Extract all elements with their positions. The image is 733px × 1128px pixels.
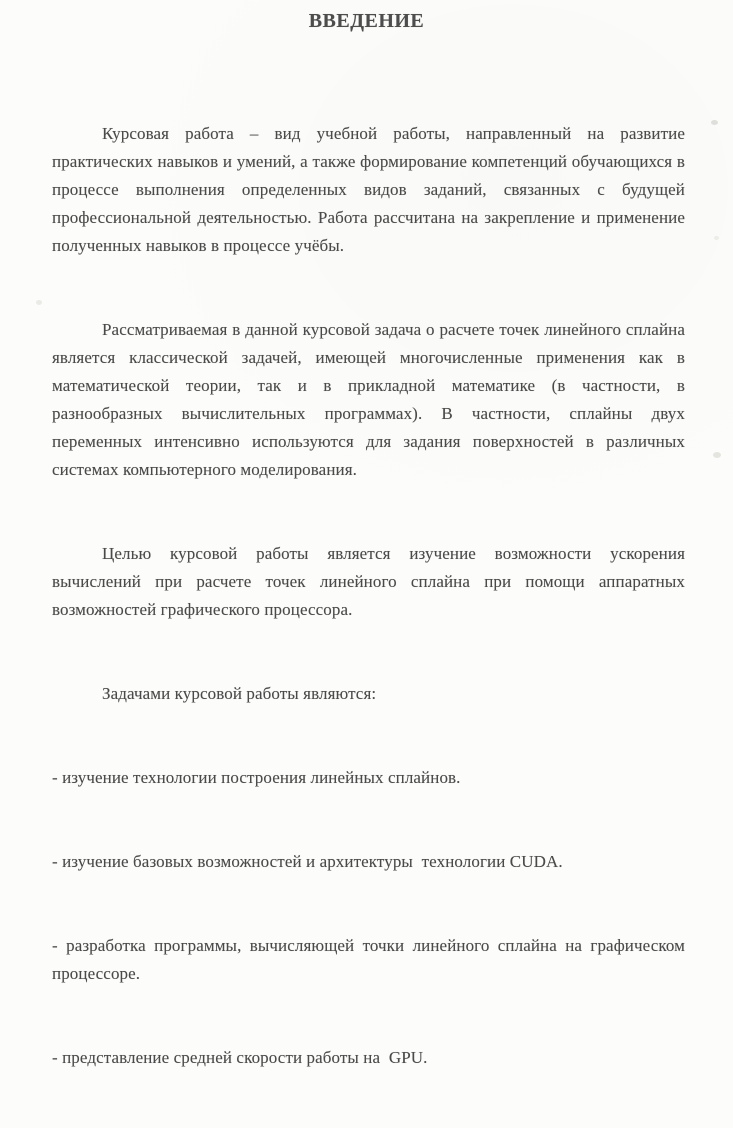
scan-speckle [713, 452, 721, 458]
paragraph-problem: Рассматриваемая в данной курсовой задача о расчете точек линейного сплайна является классической задачей, имеющей многочисленные применения как в математической теории, так и в прикладной математике (в частности, в разнообразных вычислительных программах). В частности, сплайны двух переменных интенсивно используются для задания поверхностей в различных системах компьютерного моделирования. [52, 320, 694, 479]
paragraph-intro: Курсовая работа – вид учебной работы, направленный на развитие практических навыков и умений, а также формирование компетенций обучающихся в процессе выполнения определенных видов заданий, связанных с будущей профессиональной деятельностью. Работа рассчитана на закрепление и применение полученных навыков в процессе учёбы. [52, 124, 690, 255]
task-item-4: - представление средней скорости работы на GPU. [52, 1048, 428, 1067]
page-title: ВВЕДЕНИЕ [308, 10, 425, 32]
paragraph-goal: Целью курсовой работы является изучение возможности ускорения вычислений при расчете точек линейного сплайна при помощи аппаратных возможностей графического процессора. [52, 544, 690, 619]
scan-speckle [711, 120, 718, 125]
scan-speckle [36, 300, 42, 305]
task-item-2: - изучение базовых возможностей и архитектуры технологии CUDA. [52, 852, 563, 871]
scan-speckle [714, 236, 719, 240]
document-body [52, 64, 694, 1128]
task-item-3: - разработка программы, вычисляющей точки линейного сплайна на графическом процессоре. [52, 936, 690, 983]
task-item-1: - изучение технологии построения линейных сплайнов. [52, 768, 461, 787]
paragraph-tasks-heading: Задачами курсовой работы являются: [102, 684, 377, 703]
